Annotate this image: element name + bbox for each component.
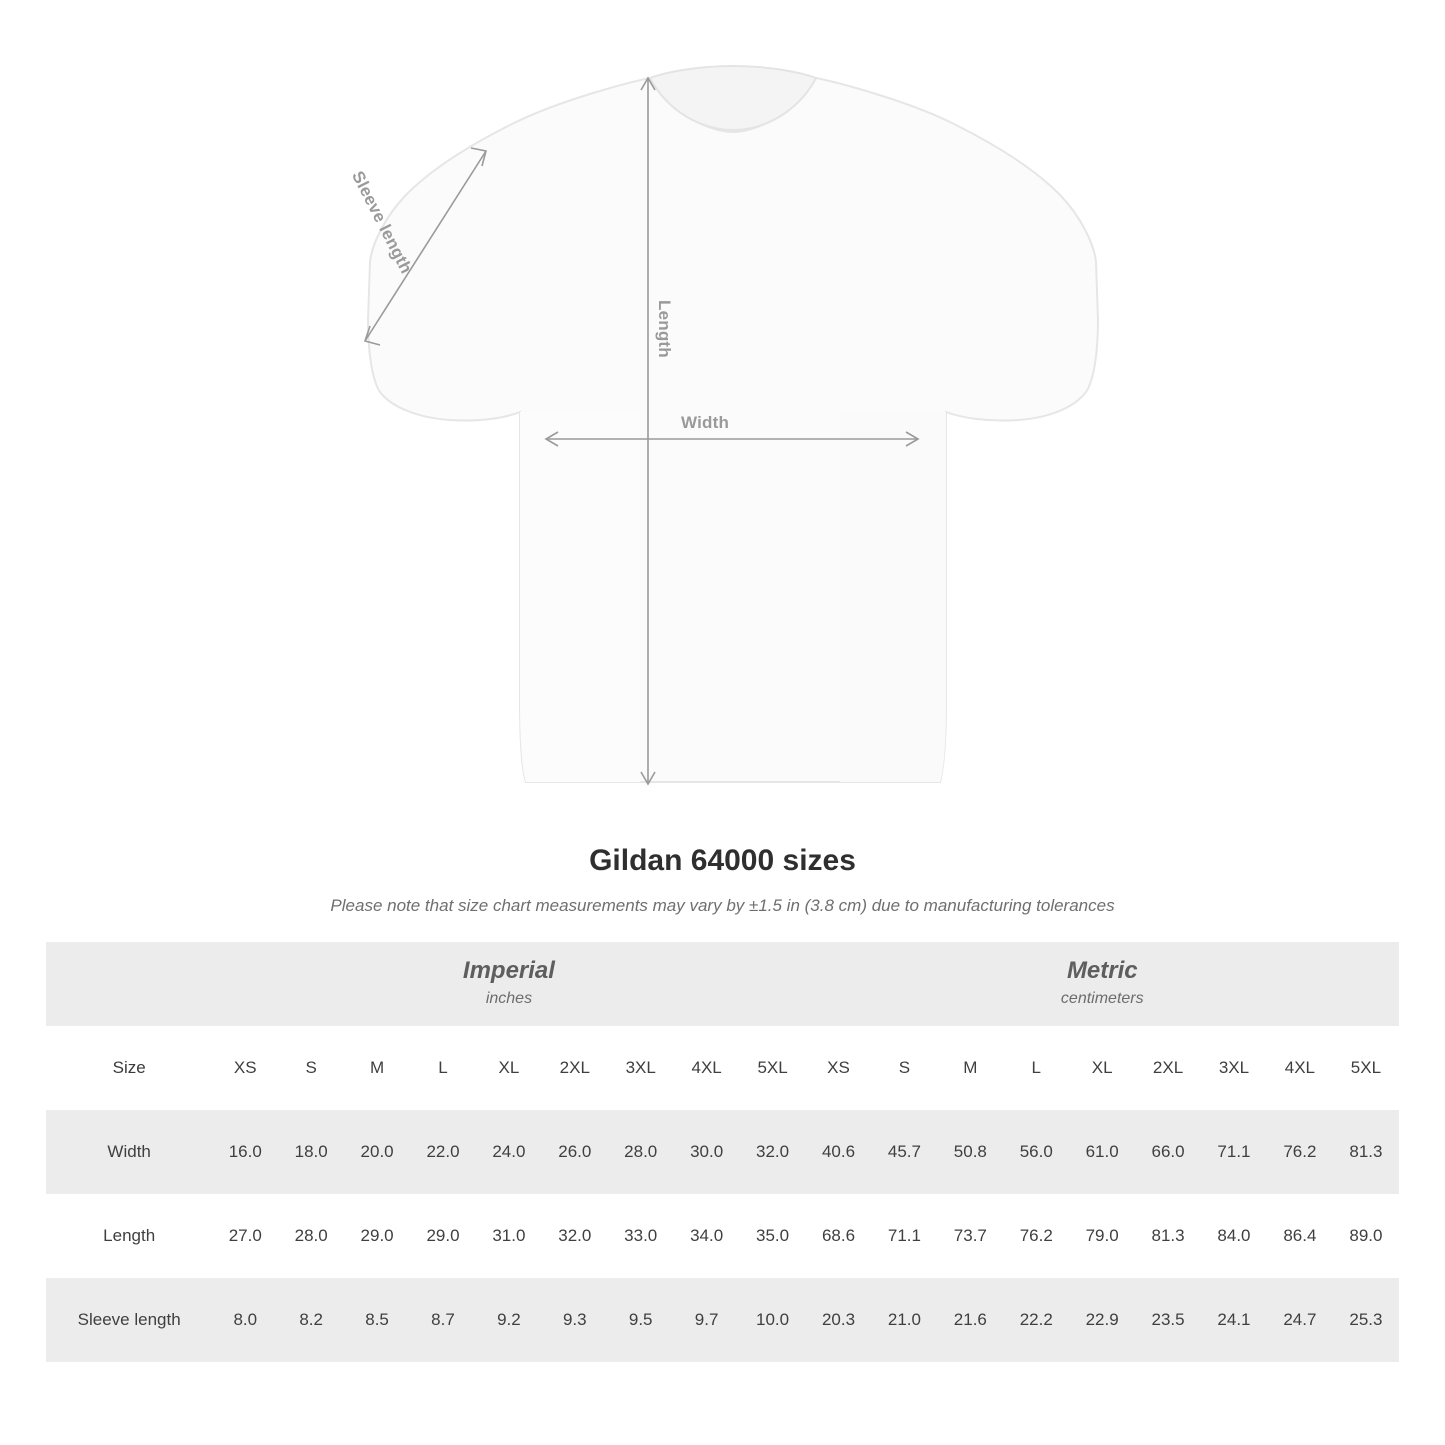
unit-header-metric-subtitle: centimeters [1060,990,1144,1008]
sleeve-length-label: Sleeve length [348,168,416,277]
measurement-cell: 71.1 [871,1194,937,1278]
size-header-cell: XS [806,1026,872,1110]
measurement-cell: 81.3 [1333,1110,1399,1194]
measurement-cell: 25.3 [1333,1278,1399,1362]
table-row [46,1194,1399,1278]
measurement-cell: 76.2 [1003,1194,1069,1278]
table-row [46,1278,1399,1362]
size-header-cell: 2XL [1135,1026,1201,1110]
size-header-cell: M [937,1026,1003,1110]
size-header-cell: 3XL [608,1026,674,1110]
page-title: Gildan 64000 sizes [589,844,856,877]
length-label: Length [655,300,674,358]
measurement-cell: 30.0 [674,1110,740,1194]
measurement-cell: 8.5 [344,1278,410,1362]
measurement-cell: 71.1 [1201,1110,1267,1194]
measurement-label: Length [46,1194,212,1278]
measurement-cell: 50.8 [937,1110,1003,1194]
measurement-cell: 24.1 [1201,1278,1267,1362]
measurement-cell: 66.0 [1135,1110,1201,1194]
measurement-cell: 81.3 [1135,1194,1201,1278]
measurement-cell: 22.9 [1069,1278,1135,1362]
measurement-cell: 22.0 [410,1110,476,1194]
table-row [46,1110,1399,1194]
measurement-cell: 61.0 [1069,1110,1135,1194]
measurement-cell: 76.2 [1267,1110,1333,1194]
size-header-cell: 3XL [1201,1026,1267,1110]
measurement-cell: 18.0 [278,1110,344,1194]
measurement-cell: 34.0 [674,1194,740,1278]
measurement-cell: 40.6 [806,1110,872,1194]
measurement-cell: 9.5 [608,1278,674,1362]
measurement-cell: 9.3 [542,1278,608,1362]
measurement-cell: 22.2 [1003,1278,1069,1362]
heading-block [0,844,1445,916]
measurement-cell: 73.7 [937,1194,1003,1278]
measurement-label: Width [46,1110,212,1194]
measurement-cell: 56.0 [1003,1110,1069,1194]
unit-header-spacer [46,942,212,1026]
measurement-cell: 31.0 [476,1194,542,1278]
measurement-cell: 33.0 [608,1194,674,1278]
unit-header-imperial [212,942,805,1026]
measurement-cell: 10.0 [740,1278,806,1362]
measurement-cell: 8.0 [212,1278,278,1362]
size-header-cell: L [410,1026,476,1110]
measurement-cell: 28.0 [278,1194,344,1278]
size-header-cell: 4XL [674,1026,740,1110]
size-header-cell: 2XL [542,1026,608,1110]
measurement-cell: 45.7 [871,1110,937,1194]
width-label: Width [681,413,730,432]
measurement-cell: 21.0 [871,1278,937,1362]
unit-header-metric-title: Metric [1066,957,1138,985]
size-header-cell: S [278,1026,344,1110]
measurement-cell: 20.3 [806,1278,872,1362]
measurement-cell: 68.6 [806,1194,872,1278]
measurement-cell: 8.2 [278,1278,344,1362]
tolerance-note: Please note that size chart measurements may vary by ±1.5 in (3.8 cm) due to manufacturing tolerances [330,896,1115,915]
size-header-row [46,1026,1399,1110]
measurement-cell: 28.0 [608,1110,674,1194]
measurement-cell: 9.2 [476,1278,542,1362]
unit-header-imperial-title: Imperial [462,957,555,985]
measurement-cell: 8.7 [410,1278,476,1362]
unit-header-metric [806,942,1399,1026]
size-header-cell: 5XL [740,1026,806,1110]
size-header-cell: M [344,1026,410,1110]
measurement-cell: 21.6 [937,1278,1003,1362]
measurement-cell: 29.0 [410,1194,476,1278]
measurement-cell: 23.5 [1135,1278,1201,1362]
size-header-cell: L [1003,1026,1069,1110]
size-header-cell: 5XL [1333,1026,1399,1110]
size-corner-label: Size [46,1026,212,1110]
measurement-cell: 35.0 [740,1194,806,1278]
size-header-cell: XL [1069,1026,1135,1110]
size-header-cell: XL [476,1026,542,1110]
unit-header-imperial-subtitle: inches [485,990,533,1008]
measurement-cell: 26.0 [542,1110,608,1194]
measurement-cell: 29.0 [344,1194,410,1278]
measurement-cell: 20.0 [344,1110,410,1194]
measurement-cell: 16.0 [212,1110,278,1194]
measurement-cell: 89.0 [1333,1194,1399,1278]
unit-header-row [46,942,1399,1026]
measurement-cell: 9.7 [674,1278,740,1362]
measurement-cell: 24.7 [1267,1278,1333,1362]
measurement-cell: 84.0 [1201,1194,1267,1278]
measurement-cell: 79.0 [1069,1194,1135,1278]
measurement-cell: 27.0 [212,1194,278,1278]
measurement-cell: 24.0 [476,1110,542,1194]
size-table [46,942,1399,1362]
size-header-cell: XS [212,1026,278,1110]
size-header-cell: S [871,1026,937,1110]
size-table-wrap [46,942,1399,1362]
measurement-cell: 32.0 [542,1194,608,1278]
measurement-label: Sleeve length [46,1278,212,1362]
measurement-cell: 32.0 [740,1110,806,1194]
size-header-cell: 4XL [1267,1026,1333,1110]
measurement-cell: 86.4 [1267,1194,1333,1278]
